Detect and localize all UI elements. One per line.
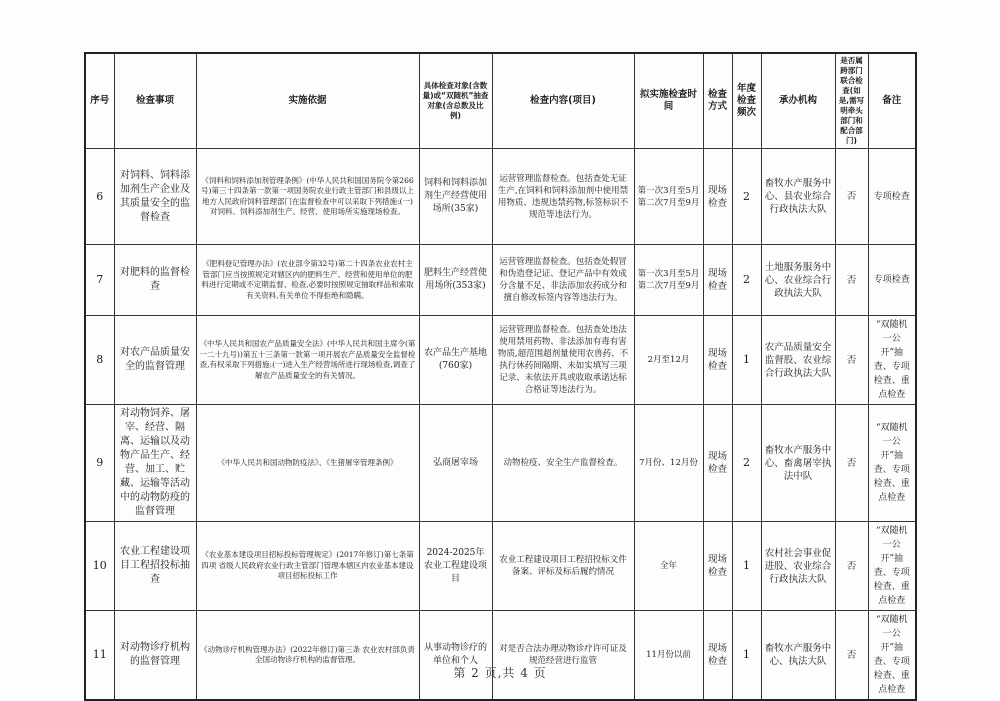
cell-object: 肥料生产经营使用场所(353家) — [419, 245, 492, 316]
cell-agency: 畜牧水产服务中心、执法大队 — [761, 611, 835, 701]
cell-note: “双随机一公开”抽查、专项检查、重点检查 — [868, 522, 916, 611]
cell-joint: 否 — [835, 522, 868, 611]
cell-method: 现场检查 — [703, 405, 732, 522]
cell-method: 现场检查 — [703, 316, 732, 405]
cell-method: 现场检查 — [703, 245, 732, 316]
cell-basis: 《肥料登记管理办法》(农业部令第32号)第二十四条农业农村主管部门应当按照规定对辖区内的肥料生产、经营和使用单位的肥料进行定期或不定期监督、检查,必要时按照规定抽取样品和索取有关资料,有关单位不得拒绝和隐瞒。 — [196, 245, 419, 316]
cell-freq: 1 — [732, 316, 761, 405]
cell-agency: 农产品质量安全监督股、农业综合行政执法大队 — [761, 316, 835, 405]
cell-freq: 2 — [732, 405, 761, 522]
cell-joint: 否 — [835, 611, 868, 701]
cell-method: 现场检查 — [703, 522, 732, 611]
cell-seq: 10 — [85, 522, 114, 611]
cell-item: 对饲料、饲料添加剂生产企业及其质量安全的监督检查 — [114, 149, 196, 245]
cell-content: 农业工程建设项目工程招投标文件备案、评标及标后履约情况 — [492, 522, 634, 611]
cell-time: 11月份以前 — [634, 611, 703, 701]
cell-seq: 7 — [85, 245, 114, 316]
cell-agency: 畜牧水产服务中心、县农业综合行政执法大队 — [761, 149, 835, 245]
cell-joint: 否 — [835, 245, 868, 316]
cell-seq: 8 — [85, 316, 114, 405]
header-agency: 承办机构 — [761, 53, 835, 149]
inspection-table — [84, 52, 917, 701]
header-object: 具体检查对象(含数量)或“双随机”抽查对象(含总数及比例) — [419, 53, 492, 149]
cell-freq: 1 — [732, 611, 761, 701]
cell-agency: 畜牧水产服务中心、畜禽屠宰执法中队 — [761, 405, 835, 522]
header-method: 检查方式 — [703, 53, 732, 149]
cell-seq: 9 — [85, 405, 114, 522]
cell-note: 专项检查 — [868, 149, 916, 245]
cell-item: 对动物饲养、屠宰、经营、隔离、运输以及动物产品生产、经营、加工、贮藏、运输等活动中的动物防疫的监督管理 — [114, 405, 196, 522]
table-row — [85, 522, 916, 611]
header-time: 拟实施检查时间 — [634, 53, 703, 149]
table-row — [85, 405, 916, 522]
cell-note: “双随机一公开”抽查、专项检查、重点检查 — [868, 611, 916, 701]
cell-note: “双随机一公开”抽查、专项检查、重点检查 — [868, 405, 916, 522]
cell-basis: 《中华人民共和国动物防疫法》、《生猪屠宰管理条例》 — [196, 405, 419, 522]
cell-basis: 《饲料和饲料添加剂管理条例》(中华人民共和国国务院令第266号)第三十四条第一款第一项国务院农业行政主管部门和县级以上地方人民政府饲料管理部门在监督检查中可以采取下列措施:(一)对饲料、饲料添加剂生产、经营、使用场所实施现场检查。 — [196, 149, 419, 245]
cell-freq: 1 — [732, 522, 761, 611]
cell-object: 2024-2025年农业工程建设项目 — [419, 522, 492, 611]
table-row — [85, 316, 916, 405]
cell-basis: 《动物诊疗机构管理办法》(2022年修订)第三条 农业农村部负责全国动物诊疗机构的监督管理。 — [196, 611, 419, 701]
cell-note: 专项检查 — [868, 245, 916, 316]
header-seq: 序号 — [85, 53, 114, 149]
cell-time: 第一次3月至5月 第二次7月至9月 — [634, 149, 703, 245]
cell-seq: 11 — [85, 611, 114, 701]
cell-content: 运营管理监督检查。包括查处违法使用禁用药物、非法添加有毒有害物质,超范围超剂量使用农兽药、不执行休药间隔期、未如实填写三项记录、未依法开具或收取承诺达标合格证等违法行为。 — [492, 316, 634, 405]
table-row — [85, 149, 916, 245]
cell-joint: 否 — [835, 405, 868, 522]
cell-content: 对是否合法办理动物诊疗许可证及规范经营进行监管 — [492, 611, 634, 701]
page-number: 第 2 页,共 4 页 — [453, 666, 547, 680]
header-joint: 是否属跨部门联合检查(如是,需写明牵头部门和配合部门) — [835, 53, 868, 149]
cell-time: 2月至12月 — [634, 316, 703, 405]
cell-item: 对肥料的监督检查 — [114, 245, 196, 316]
header-freq: 年度检查频次 — [732, 53, 761, 149]
cell-time: 第一次3月至5月 第二次7月至9月 — [634, 245, 703, 316]
cell-object: 从事动物诊疗的单位和个人 — [419, 611, 492, 701]
cell-item: 对农产品质量安全的监督管理 — [114, 316, 196, 405]
cell-time: 7月份、12月份 — [634, 405, 703, 522]
cell-item: 农业工程建设项目工程招投标抽查 — [114, 522, 196, 611]
header-note: 备注 — [868, 53, 916, 149]
cell-note: “双随机一公开”抽查、专项检查、重点检查 — [868, 316, 916, 405]
cell-agency: 土地服务服务中心、农业综合行政执法大队 — [761, 245, 835, 316]
header-content: 检查内容(项目) — [492, 53, 634, 149]
cell-joint: 否 — [835, 316, 868, 405]
table-row — [85, 245, 916, 316]
cell-seq: 6 — [85, 149, 114, 245]
cell-method: 现场检查 — [703, 611, 732, 701]
header-basis: 实施依据 — [196, 53, 419, 149]
cell-joint: 否 — [835, 149, 868, 245]
cell-object: 饲料和饲料添加剂生产经营使用场所(35家) — [419, 149, 492, 245]
cell-basis: 《中华人民共和国农产品质量安全法》(中华人民共和国主席令(第一二十九号))第五十三条第一款第一项开展农产品质量安全监督检查,有权采取下列措施:(一)进入生产经营场所进行现场检查,调查了解农产品质量安全的有关情况。 — [196, 316, 419, 405]
table-header-row — [85, 53, 916, 149]
cell-item: 对动物诊疗机构的监督管理 — [114, 611, 196, 701]
cell-content: 运营管理监督检查。包括查处假冒和伪造登记证、登记产品中有效成分含量不足、非法添加农药成分和擅自修改标签内容等违法行为。 — [492, 245, 634, 316]
cell-content: 运营管理监督检查。包括查处无证生产,在饲料和饲料添加剂中使用禁用物质、违规违禁药物,标签标识不规范等违法行为。 — [492, 149, 634, 245]
cell-basis: 《农业基本建设项目招标投标管理规定》(2017年修订)第七条第四项 省级人民政府农业行政主管部门管理本辖区内农业基本建设项目招标投标工作 — [196, 522, 419, 611]
cell-object: 农产品生产基地(760家) — [419, 316, 492, 405]
cell-freq: 2 — [732, 149, 761, 245]
cell-agency: 农村社会事业促进股、农业综合行政执法大队 — [761, 522, 835, 611]
header-item: 检查事项 — [114, 53, 196, 149]
table-row — [85, 611, 916, 701]
cell-content: 动物检疫、安全生产监督检查。 — [492, 405, 634, 522]
cell-time: 全年 — [634, 522, 703, 611]
cell-object: 弘商屠宰场 — [419, 405, 492, 522]
cell-method: 现场检查 — [703, 149, 732, 245]
cell-freq: 2 — [732, 245, 761, 316]
